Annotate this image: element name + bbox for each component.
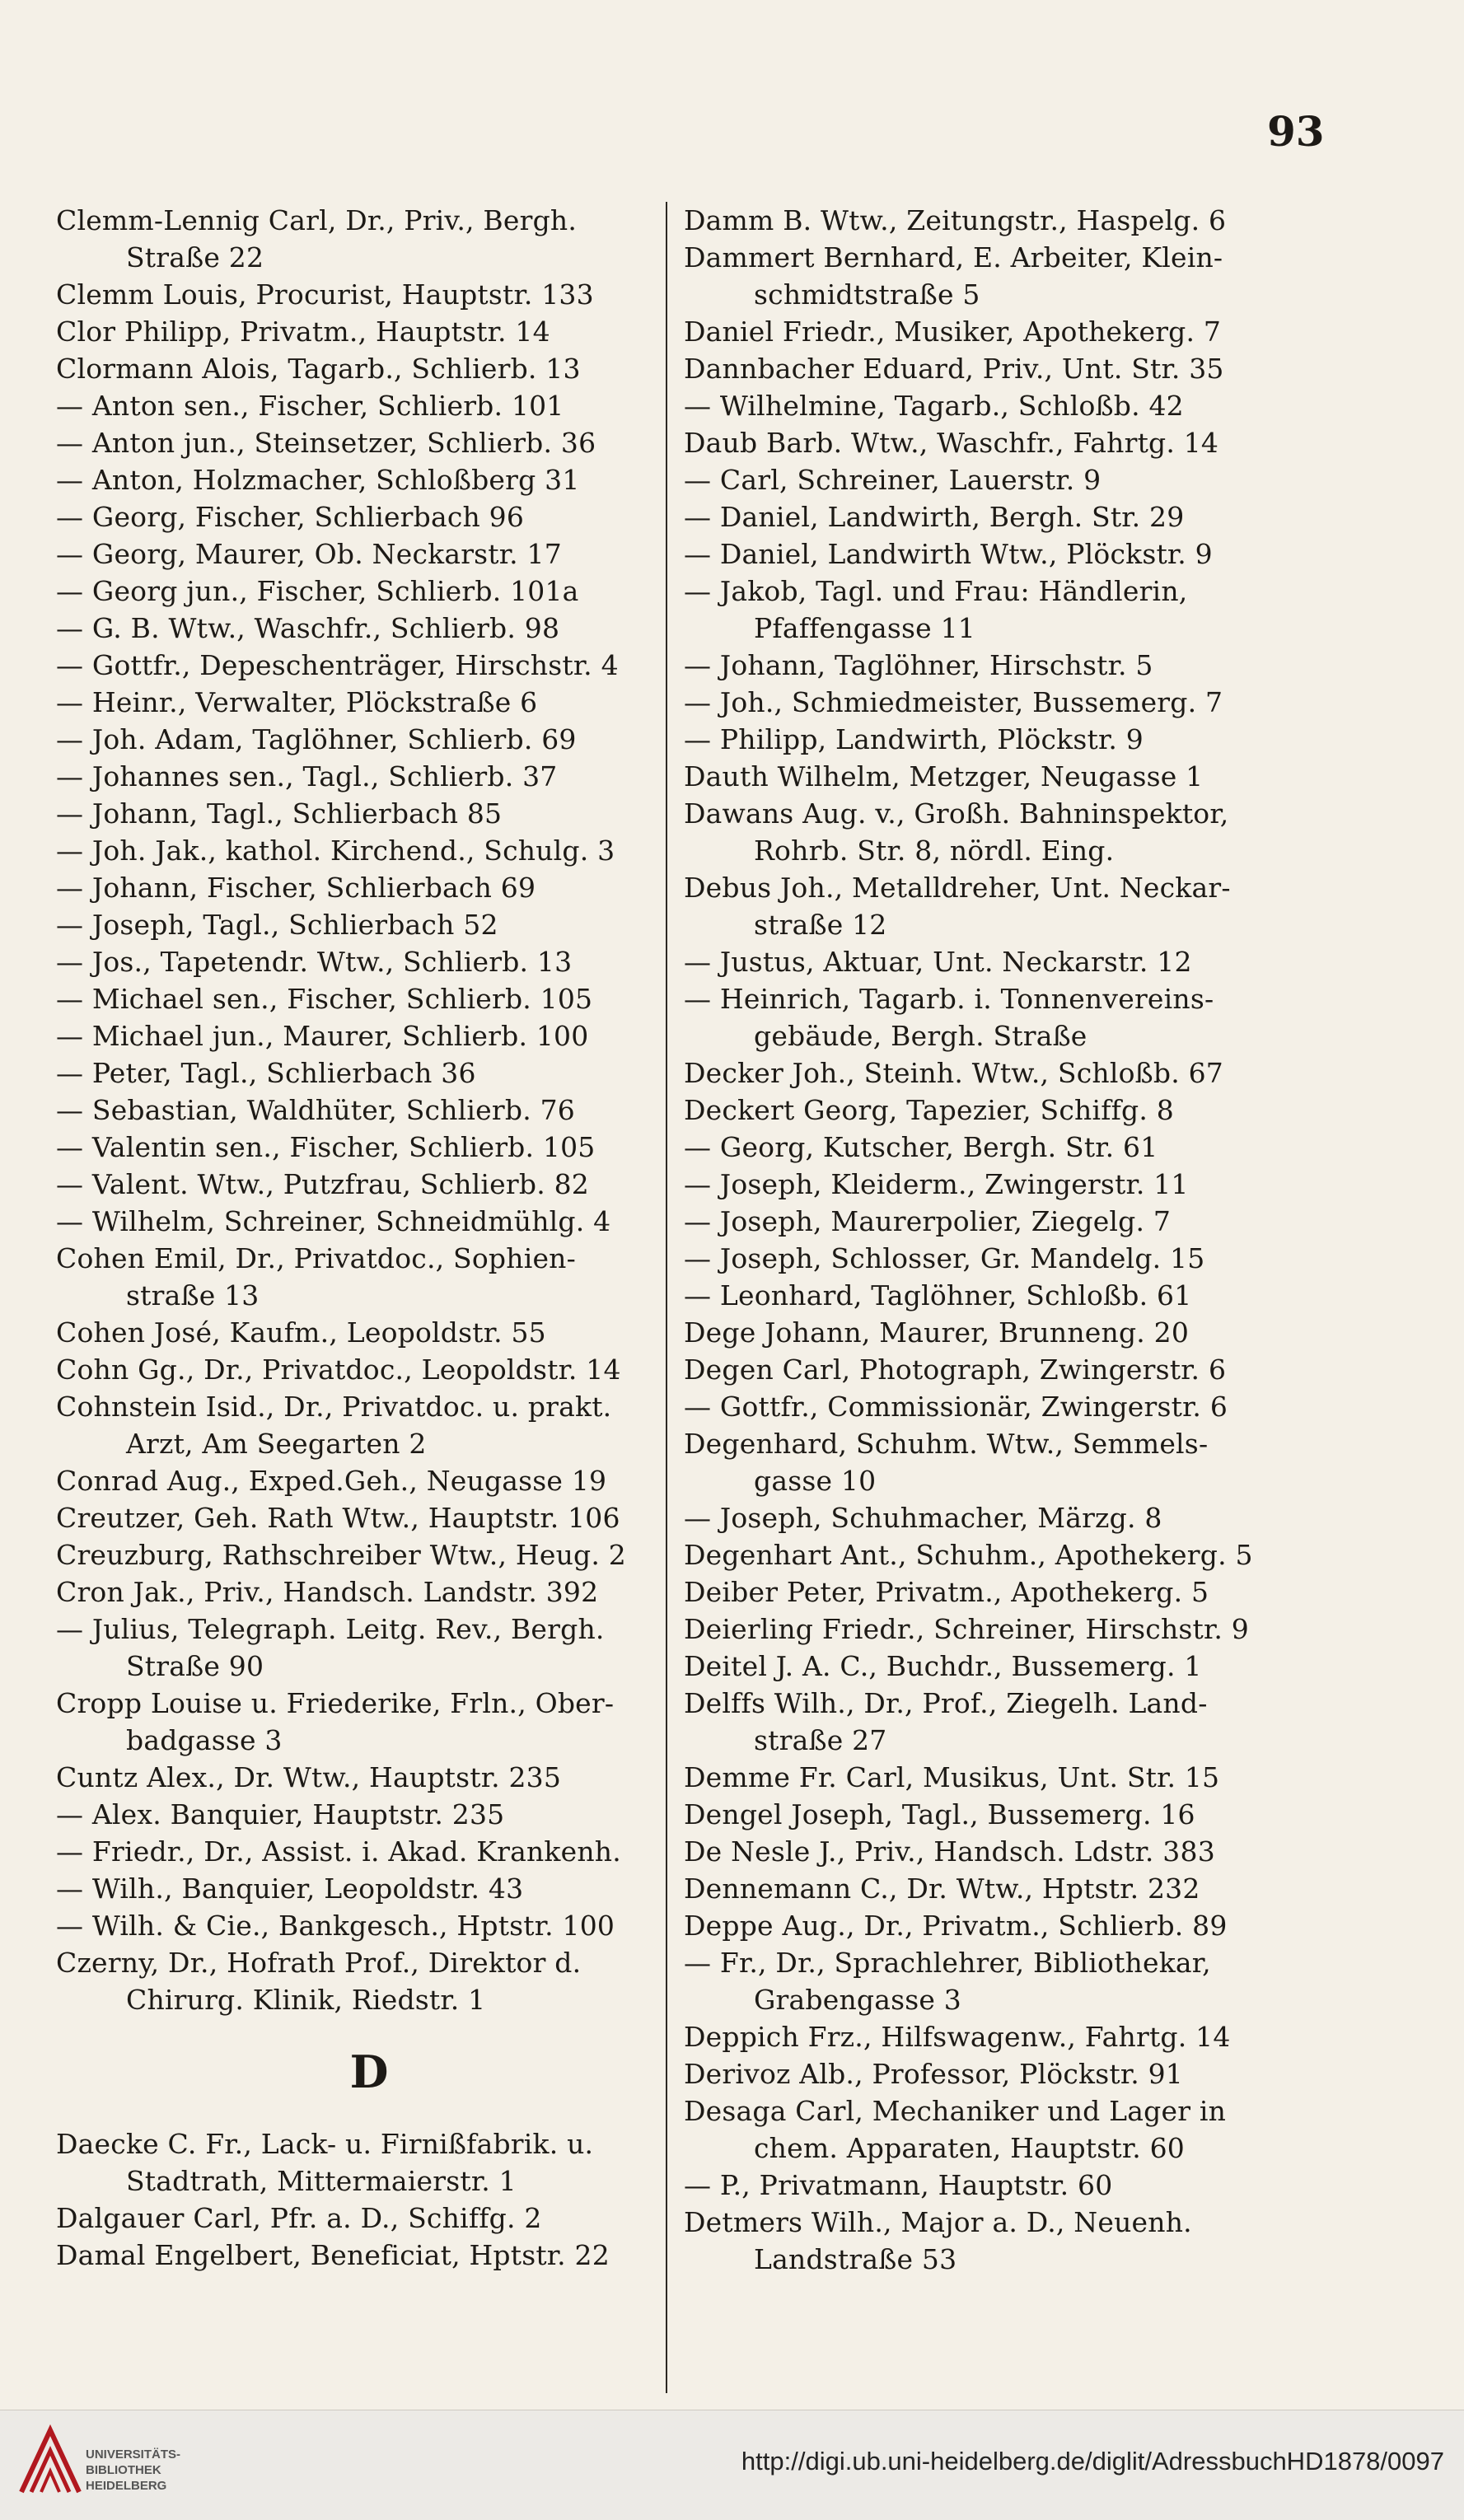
directory-entry: — Anton sen., Fischer, Schlierb. 101 — [56, 390, 564, 422]
directory-entry: — Carl, Schreiner, Lauerstr. 9 — [684, 464, 1102, 496]
directory-entry: — Heinrich, Tagarb. i. Tonnenvereins- — [684, 983, 1214, 1015]
directory-entry: — Wilh., Banquier, Leopoldstr. 43 — [56, 1872, 524, 1905]
directory-entry: — Johann, Taglöhner, Hirschstr. 5 — [684, 649, 1153, 681]
directory-entry: — Joseph, Schlosser, Gr. Mandelg. 15 — [684, 1242, 1205, 1274]
entry-continuation: gasse 10 — [754, 1465, 877, 1497]
directory-entry: Conrad Aug., Exped.Geh., Neugasse 19 — [56, 1465, 607, 1497]
entry-continuation: straße 27 — [754, 1724, 887, 1756]
logo-line: BIBLIOTHEK — [86, 2463, 161, 2477]
library-logo-icon — [13, 2422, 87, 2504]
entry-continuation: Grabengasse 3 — [754, 1984, 962, 2016]
directory-entry: Deppe Aug., Dr., Privatm., Schlierb. 89 — [684, 1910, 1228, 1942]
directory-entry: — Friedr., Dr., Assist. i. Akad. Krankenh. — [56, 1835, 621, 1868]
directory-entry: Creuzburg, Rathschreiber Wtw., Heug. 2 — [56, 1539, 626, 1571]
directory-entry: — Michael jun., Maurer, Schlierb. 100 — [56, 1020, 589, 1052]
entry-continuation: badgasse 3 — [126, 1724, 283, 1756]
directory-entry: — Georg jun., Fischer, Schlierb. 101a — [56, 575, 579, 607]
entry-continuation: Pfaffengasse 11 — [754, 612, 975, 644]
directory-entry: — Anton jun., Steinsetzer, Schlierb. 36 — [56, 427, 596, 459]
directory-entry: Deckert Georg, Tapezier, Schiffg. 8 — [684, 1094, 1174, 1126]
directory-entry: Damm B. Wtw., Zeitungstr., Haspelg. 6 — [684, 204, 1227, 236]
directory-entry: — Daniel, Landwirth Wtw., Plöckstr. 9 — [684, 538, 1213, 570]
entry-continuation: straße 13 — [126, 1279, 260, 1311]
directory-entry: Creutzer, Geh. Rath Wtw., Hauptstr. 106 — [56, 1502, 620, 1534]
page-number: 93 — [1267, 107, 1325, 156]
directory-entry: Degen Carl, Photograph, Zwingerstr. 6 — [684, 1354, 1227, 1386]
directory-entry: Daecke C. Fr., Lack- u. Firnißfabrik. u. — [56, 2128, 594, 2160]
directory-entry: Cropp Louise u. Friederike, Frln., Ober- — [56, 1687, 615, 1719]
directory-entry: Debus Joh., Metalldreher, Unt. Neckar- — [684, 872, 1231, 904]
directory-entry: — Gottfr., Depeschenträger, Hirschstr. 4 — [56, 649, 619, 681]
entry-continuation: Stadtrath, Mittermaierstr. 1 — [126, 2165, 517, 2197]
directory-entry: — Gottfr., Commissionär, Zwingerstr. 6 — [684, 1391, 1228, 1423]
directory-entry: Dalgauer Carl, Pfr. a. D., Schiffg. 2 — [56, 2202, 542, 2234]
directory-entry: Dege Johann, Maurer, Brunneng. 20 — [684, 1316, 1190, 1349]
directory-entry: Clemm-Lennig Carl, Dr., Priv., Bergh. — [56, 204, 578, 236]
directory-entry: De Nesle J., Priv., Handsch. Ldstr. 383 — [684, 1835, 1215, 1868]
entry-continuation: Landstraße 53 — [754, 2243, 957, 2275]
directory-entry: — Johann, Fischer, Schlierbach 69 — [56, 872, 536, 904]
directory-entry: Damal Engelbert, Beneficiat, Hptstr. 22 — [56, 2239, 610, 2271]
directory-entry: Dengel Joseph, Tagl., Bussemerg. 16 — [684, 1798, 1195, 1830]
directory-entry: Cohen José, Kaufm., Leopoldstr. 55 — [56, 1316, 546, 1349]
directory-entry: — Michael sen., Fischer, Schlierb. 105 — [56, 983, 593, 1015]
directory-entry: — G. B. Wtw., Waschfr., Schlierb. 98 — [56, 612, 560, 644]
directory-entry: — Daniel, Landwirth, Bergh. Str. 29 — [684, 501, 1185, 533]
directory-entry: Cohn Gg., Dr., Privatdoc., Leopoldstr. 14 — [56, 1354, 621, 1386]
directory-entry: — Joseph, Kleiderm., Zwingerstr. 11 — [684, 1168, 1189, 1200]
directory-entry: Clormann Alois, Tagarb., Schlierb. 13 — [56, 353, 581, 385]
directory-entry: — Philipp, Landwirth, Plöckstr. 9 — [684, 723, 1144, 755]
entry-continuation: Straße 22 — [126, 241, 264, 274]
directory-entry: Clor Philipp, Privatm., Hauptstr. 14 — [56, 316, 550, 348]
directory-entry: — Peter, Tagl., Schlierbach 36 — [56, 1057, 476, 1089]
directory-entry: — Alex. Banquier, Hauptstr. 235 — [56, 1798, 505, 1830]
directory-entry: — Joh. Jak., kathol. Kirchend., Schulg. 3 — [56, 835, 615, 867]
directory-entry: Dauth Wilhelm, Metzger, Neugasse 1 — [684, 760, 1204, 792]
directory-entry: Delffs Wilh., Dr., Prof., Ziegelh. Land- — [684, 1687, 1208, 1719]
entry-continuation: Straße 90 — [126, 1650, 264, 1682]
directory-entry: — Wilh. & Cie., Bankgesch., Hptstr. 100 — [56, 1910, 615, 1942]
logo-line: HEIDELBERG — [86, 2479, 167, 2493]
directory-entry: — Joh. Adam, Taglöhner, Schlierb. 69 — [56, 723, 577, 755]
directory-entry: Czerny, Dr., Hofrath Prof., Direktor d. — [56, 1947, 582, 1979]
directory-entry: — Joh., Schmiedmeister, Bussemerg. 7 — [684, 686, 1223, 718]
directory-entry: Deitel J. A. C., Buchdr., Bussemerg. 1 — [684, 1650, 1202, 1682]
left-column — [56, 202, 682, 2274]
directory-entry: Cuntz Alex., Dr. Wtw., Hauptstr. 235 — [56, 1761, 562, 1793]
entry-continuation: Arzt, Am Seegarten 2 — [126, 1428, 427, 1460]
directory-entry: Deiber Peter, Privatm., Apothekerg. 5 — [684, 1576, 1209, 1608]
library-logo-text — [86, 2447, 180, 2494]
directory-entry: — Jakob, Tagl. und Frau: Händlerin, — [684, 575, 1188, 607]
logo-line: UNIVERSITÄTS- — [86, 2448, 181, 2462]
directory-entry: Daniel Friedr., Musiker, Apothekerg. 7 — [684, 316, 1222, 348]
directory-entry: — P., Privatmann, Hauptstr. 60 — [684, 2169, 1113, 2201]
directory-entry: — Joseph, Maurerpolier, Ziegelg. 7 — [684, 1205, 1172, 1237]
section-letter: D — [349, 2045, 389, 2098]
directory-entry: Degenhart Ant., Schuhm., Apothekerg. 5 — [684, 1539, 1253, 1571]
directory-entry: Cron Jak., Priv., Handsch. Landstr. 392 — [56, 1576, 599, 1608]
entry-continuation: Rohrb. Str. 8, nördl. Eing. — [754, 835, 1115, 867]
directory-entry: — Georg, Kutscher, Bergh. Str. 61 — [684, 1131, 1158, 1163]
directory-entry: Desaga Carl, Mechaniker und Lager in — [684, 2095, 1227, 2127]
directory-entry: — Georg, Fischer, Schlierbach 96 — [56, 501, 525, 533]
directory-entry: — Sebastian, Waldhüter, Schlierb. 76 — [56, 1094, 575, 1126]
entry-continuation: chem. Apparaten, Hauptstr. 60 — [754, 2132, 1185, 2164]
viewer-footer — [0, 2410, 1464, 2520]
right-column — [684, 202, 1326, 2278]
entry-continuation: schmidtstraße 5 — [754, 278, 980, 311]
directory-entry: Dammert Bernhard, E. Arbeiter, Klein- — [684, 241, 1223, 274]
directory-entry: Deierling Friedr., Schreiner, Hirschstr. 9 — [684, 1613, 1249, 1645]
directory-entry: — Julius, Telegraph. Leitg. Rev., Bergh. — [56, 1613, 605, 1645]
directory-entry: Deppich Frz., Hilfswagenw., Fahrtg. 14 — [684, 2021, 1231, 2053]
source-url[interactable]: http://digi.ub.uni-heidelberg.de/diglit/AdressbuchHD1878/0097 — [741, 2447, 1444, 2476]
directory-entry: — Wilhelm, Schreiner, Schneidmühlg. 4 — [56, 1205, 611, 1237]
directory-entry: — Anton, Holzmacher, Schloßberg 31 — [56, 464, 580, 496]
entry-continuation: straße 12 — [754, 909, 887, 941]
directory-entry: — Justus, Aktuar, Unt. Neckarstr. 12 — [684, 946, 1192, 978]
directory-entry: Dawans Aug. v., Großh. Bahninspektor, — [684, 797, 1229, 830]
directory-entry: — Leonhard, Taglöhner, Schloßb. 61 — [684, 1279, 1192, 1311]
directory-entry: — Valent. Wtw., Putzfrau, Schlierb. 82 — [56, 1168, 589, 1200]
directory-entry: Demme Fr. Carl, Musikus, Unt. Str. 15 — [684, 1761, 1220, 1793]
directory-entry: — Fr., Dr., Sprachlehrer, Bibliothekar, — [684, 1947, 1211, 1979]
directory-entry: — Johann, Tagl., Schlierbach 85 — [56, 797, 503, 830]
directory-entry: — Johannes sen., Tagl., Schlierb. 37 — [56, 760, 558, 792]
directory-entry: Derivoz Alb., Professor, Plöckstr. 91 — [684, 2058, 1183, 2090]
directory-entry: Decker Joh., Steinh. Wtw., Schloßb. 67 — [684, 1057, 1223, 1089]
directory-entry: — Georg, Maurer, Ob. Neckarstr. 17 — [56, 538, 562, 570]
directory-entry: — Heinr., Verwalter, Plöckstraße 6 — [56, 686, 538, 718]
entry-continuation: gebäude, Bergh. Straße — [754, 1020, 1087, 1052]
directory-entry: Daub Barb. Wtw., Waschfr., Fahrtg. 14 — [684, 427, 1219, 459]
directory-entry: Cohen Emil, Dr., Privatdoc., Sophien- — [56, 1242, 576, 1274]
directory-entry: — Joseph, Tagl., Schlierbach 52 — [56, 909, 498, 941]
directory-entry: Cohnstein Isid., Dr., Privatdoc. u. prakt. — [56, 1391, 612, 1423]
directory-entry: — Jos., Tapetendr. Wtw., Schlierb. 13 — [56, 946, 573, 978]
directory-entry: — Joseph, Schuhmacher, Märzg. 8 — [684, 1502, 1162, 1534]
directory-entry: Degenhard, Schuhm. Wtw., Semmels- — [684, 1428, 1209, 1460]
directory-entry: Dennemann C., Dr. Wtw., Hptstr. 232 — [684, 1872, 1200, 1905]
directory-entry: — Wilhelmine, Tagarb., Schloßb. 42 — [684, 390, 1184, 422]
directory-entry: Clemm Louis, Procurist, Hauptstr. 133 — [56, 278, 594, 311]
directory-entry: Detmers Wilh., Major a. D., Neuenh. — [684, 2206, 1192, 2238]
directory-entry: — Valentin sen., Fischer, Schlierb. 105 — [56, 1131, 596, 1163]
directory-entry: Dannbacher Eduard, Priv., Unt. Str. 35 — [684, 353, 1224, 385]
entry-continuation: Chirurg. Klinik, Riedstr. 1 — [126, 1984, 486, 2016]
